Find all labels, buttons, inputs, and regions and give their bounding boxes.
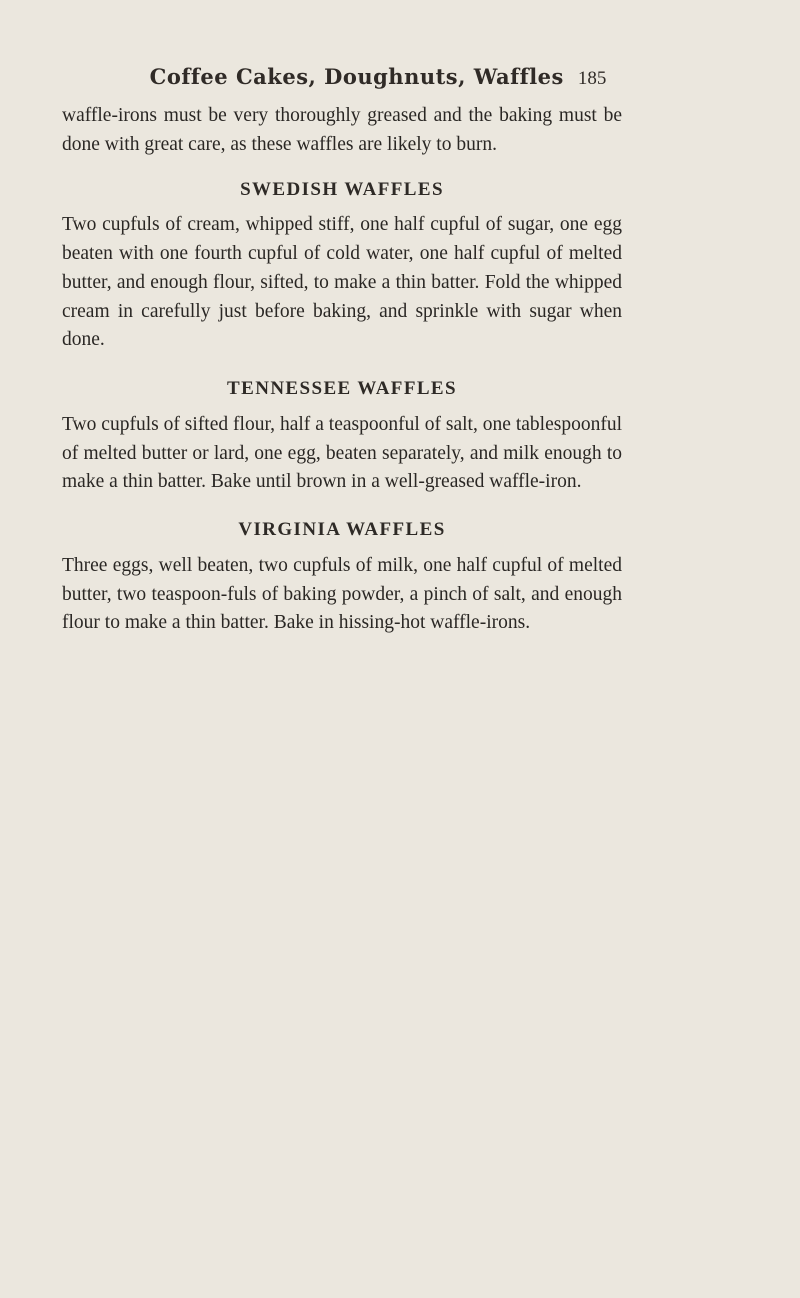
recipe-title-tennessee-waffles: TENNESSEE WAFFLES: [227, 377, 457, 399]
page-body: [62, 102, 622, 638]
recipe-text-tennessee-waffles: Two cupfuls of sifted flour, half a teaspoonful of salt, one tablespoonful of melted butter or lard, one egg, beaten separately, and milk enough to make a thin batter. Bake until brown in a well-greased waffle-iron.: [62, 413, 622, 493]
recipe-text-swedish-waffles: Two cupfuls of cream, whipped stiff, one half cupful of sugar, one egg beaten with one fourth cupful of cold water, one half cupful of melted butter, and enough flour, sifted, to make a thin batter. Fold the whipped cream in carefully just before baking, and sprinkle with sugar when done.: [62, 214, 622, 351]
recipe-text-virginia-waffles: Three eggs, well beaten, two cupfuls of milk, one half cupful of melted butter, two teaspoon-fuls of baking powder, a pinch of salt, and enough flour to make a thin batter. Bake in hissing-hot waffle-irons.: [62, 555, 622, 634]
running-head: [118, 64, 638, 90]
page-number: 185: [577, 68, 607, 89]
opening-paragraph: waffle-irons must be very thoroughly greased and the baking must be done with great care, as these waffles are likely to burn.: [62, 105, 622, 155]
running-head-title: Coffee Cakes, Doughnuts, Waffles: [149, 64, 564, 89]
recipe-title-swedish-waffles: SWEDISH WAFFLES: [240, 179, 444, 201]
recipe-title-virginia-waffles: VIRGINIA WAFFLES: [238, 519, 446, 541]
